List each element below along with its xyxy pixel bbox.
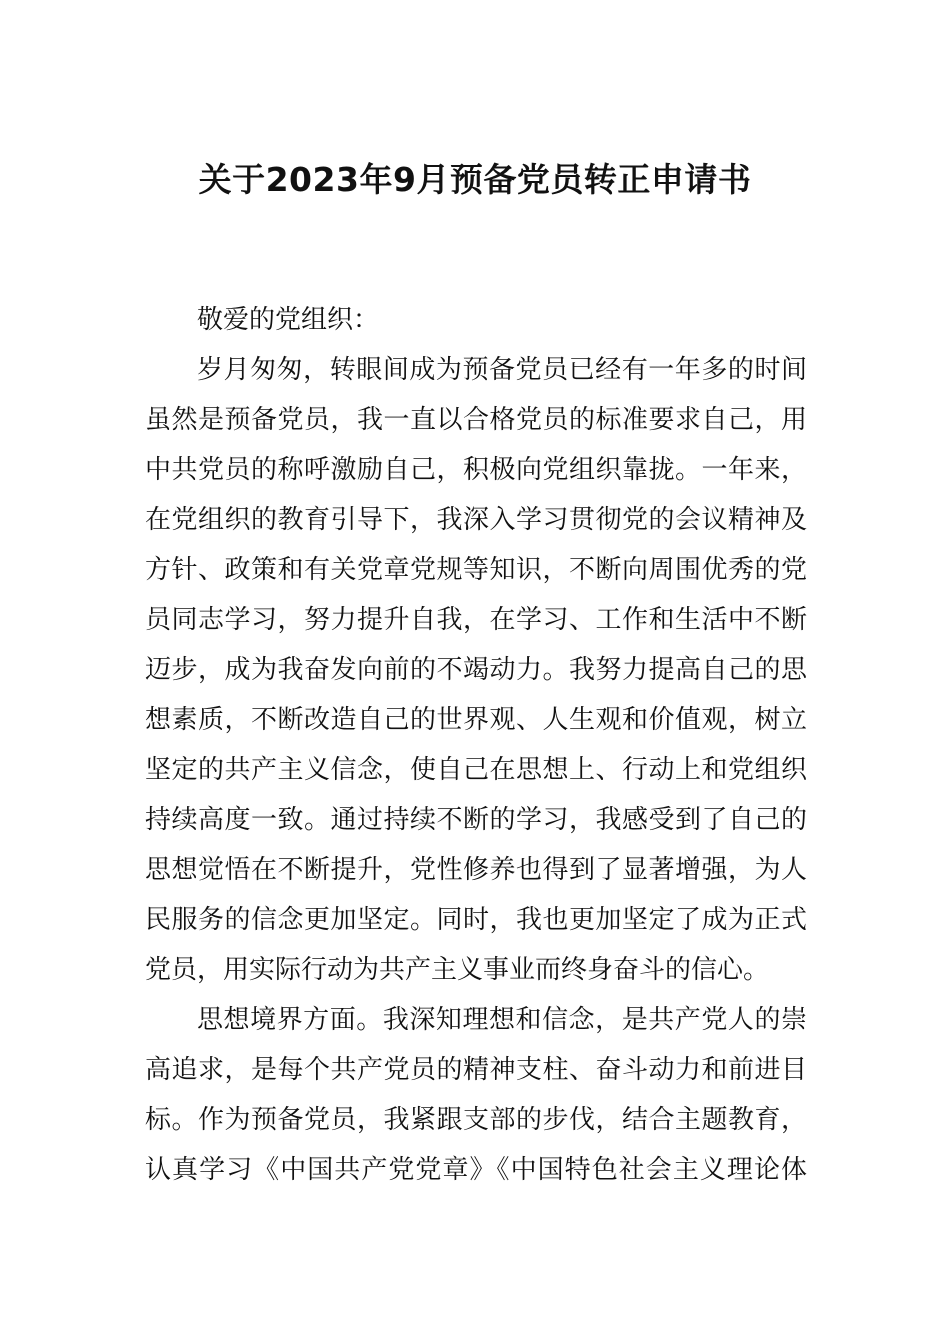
paragraph-line: 岁月匆匆，转眼间成为预备党员已经有一年多的时间 (197, 355, 807, 385)
paragraph-line: 思想境界方面。我深知理想和信念，是共产党人的崇 (197, 1005, 807, 1035)
paragraph-line: 高追求，是每个共产党员的精神支柱、奋斗动力和前进目 (145, 1055, 807, 1085)
paragraph-line: 方针、政策和有关党章党规等知识，不断向周围优秀的党 (145, 555, 807, 585)
paragraph-line: 中共党员的称呼激励自己，积极向党组织靠拢。一年来， (145, 455, 807, 485)
paragraph-line: 思想觉悟在不断提升，党性修养也得到了显著增强，为人 (145, 855, 807, 885)
salutation: 敬爱的党组织： (197, 305, 380, 335)
paragraph-1 (145, 345, 807, 995)
paragraph-line: 在党组织的教育引导下，我深入学习贯彻党的会议精神及 (145, 505, 807, 535)
paragraph-line: 虽然是预备党员，我一直以合格党员的标准要求自己，用 (145, 405, 807, 435)
paragraph-line: 坚定的共产主义信念，使自己在思想上、行动上和党组织 (145, 755, 807, 785)
paragraph-line: 员同志学习，努力提升自我，在学习、工作和生活中不断 (145, 605, 807, 635)
paragraph-line: 标。作为预备党员，我紧跟支部的步伐，结合主题教育， (145, 1105, 807, 1135)
paragraph-2 (145, 995, 807, 1195)
document-title: 关于2023年9月预备党员转正申请书 (198, 160, 752, 199)
document-body (145, 295, 807, 1195)
paragraph-line: 认真学习《中国共产党党章》《中国特色社会主义理论体 (145, 1155, 807, 1185)
paragraph-line: 民服务的信念更加坚定。同时，我也更加坚定了成为正式 (145, 905, 807, 935)
paragraph-line: 持续高度一致。通过持续不断的学习，我感受到了自己的 (145, 805, 807, 835)
paragraph-line: 迈步，成为我奋发向前的不竭动力。我努力提高自己的思 (145, 655, 807, 685)
paragraph-line: 党员，用实际行动为共产主义事业而终身奋斗的信心。 (145, 955, 770, 985)
paragraph-line: 想素质，不断改造自己的世界观、人生观和价值观，树立 (145, 705, 807, 735)
